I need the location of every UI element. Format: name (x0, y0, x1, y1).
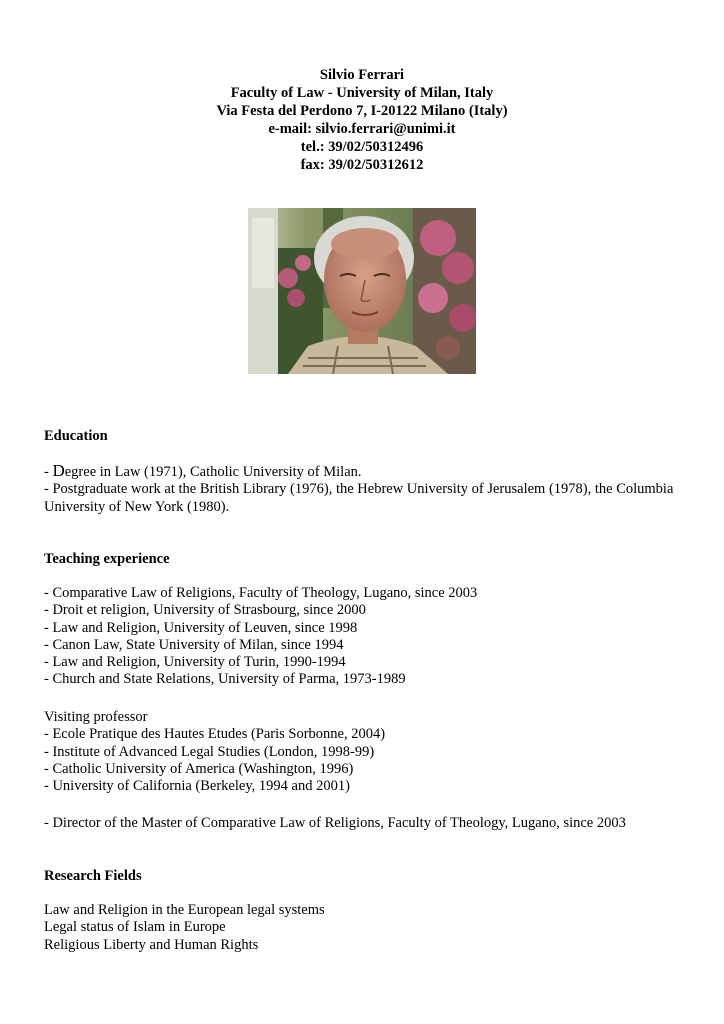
list-item: - Comparative Law of Religions, Faculty of Theology, Lugano, since 2003 (44, 585, 478, 601)
director-line: - Director of the Master of Comparative Law of Religions, Faculty of Theology, Lugano, since 2003 (44, 815, 626, 831)
faculty-line: Faculty of Law - University of Milan, Italy (230, 85, 494, 101)
research-list (44, 902, 684, 954)
list-item: Religious Liberty and Human Rights (44, 936, 259, 953)
director-note (44, 815, 684, 832)
list-item: - Institute of Advanced Legal Studies (London, 1998-99) (44, 743, 375, 760)
research-heading: Research Fields (44, 868, 142, 884)
education-postgraduate: - Postgraduate work at the British Library (1976), the Hebrew University of Jerusalem (1978), the Columbia University of New York (1980). (44, 481, 674, 515)
address-line: Via Festa del Perdono 7, I-20122 Milano (Italy) (216, 103, 508, 119)
list-item: - Catholic University of America (Washington, 1996) (44, 760, 354, 777)
education-degree: - Degree in Law (1971), Catholic University of Milan. (44, 461, 362, 480)
person-name: Silvio Ferrari (319, 67, 405, 83)
list-item: - Law and Religion, University of Turin, 1990-1994 (44, 654, 346, 671)
list-item: - Law and Religion, University of Leuven, since 1998 (44, 619, 358, 636)
visiting-heading: Visiting professor (44, 709, 148, 725)
list-item: - Droit et religion, University of Strasbourg, since 2000 (44, 602, 366, 619)
contact-header (0, 66, 724, 174)
visiting-list (44, 709, 684, 795)
portrait-photo (248, 208, 476, 374)
list-item: - Canon Law, State University of Milan, since 1994 (44, 636, 344, 653)
email-line: e-mail: silvio.ferrari@unimi.it (268, 121, 456, 137)
list-item: Law and Religion in the European legal systems (44, 902, 325, 918)
list-item: - Church and State Relations, University of Parma, 1973-1989 (44, 671, 406, 688)
education-heading: Education (44, 428, 108, 444)
education-list (44, 462, 684, 516)
teaching-heading: Teaching experience (44, 551, 170, 567)
list-item: Legal status of Islam in Europe (44, 919, 226, 936)
tel-line: tel.: 39/02/50312496 (300, 139, 424, 155)
list-item: - University of California (Berkeley, 1994 and 2001) (44, 778, 350, 795)
fax-line: fax: 39/02/50312612 (300, 157, 424, 173)
teaching-list (44, 585, 684, 689)
list-item: - Ecole Pratique des Hautes Etudes (Paris Sorbonne, 2004) (44, 726, 386, 743)
